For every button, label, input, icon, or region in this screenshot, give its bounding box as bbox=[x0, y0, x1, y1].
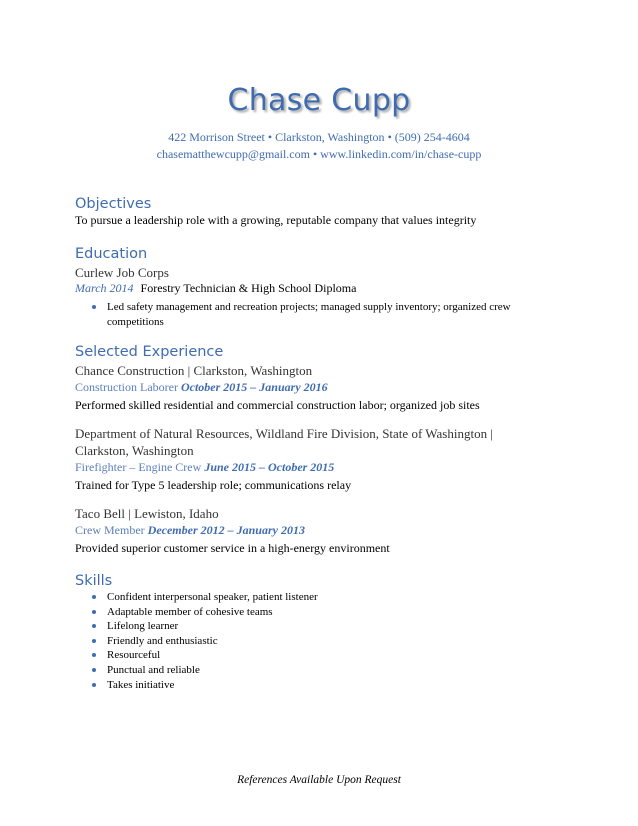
bullet-icon bbox=[92, 683, 96, 687]
job-dates: June 2015 – October 2015 bbox=[204, 460, 335, 474]
skills-list bbox=[75, 590, 565, 692]
education-date: March 2014 bbox=[75, 281, 134, 295]
linkedin-link[interactable]: www.linkedin.com/in/chase-cupp bbox=[320, 147, 482, 161]
separator-dot: • bbox=[387, 130, 392, 144]
separator-dot: • bbox=[267, 130, 273, 144]
job-role: Crew Member bbox=[75, 523, 145, 537]
job-role-line bbox=[75, 523, 575, 538]
separator-dot: • bbox=[312, 147, 318, 161]
references-footer: References Available Upon Request bbox=[237, 774, 401, 786]
bullet-icon bbox=[92, 653, 96, 657]
job-dates: October 2015 – January 2016 bbox=[180, 380, 328, 394]
job-dates: December 2012 – January 2013 bbox=[147, 523, 305, 537]
job-org: Taco Bell | Lewiston, Idaho bbox=[75, 506, 219, 521]
list-item: Takes initiative bbox=[75, 678, 565, 693]
bullet-icon bbox=[92, 639, 96, 643]
list-item: Resourceful bbox=[75, 648, 565, 663]
objectives-heading: Objectives bbox=[75, 196, 152, 212]
education-heading: Education bbox=[75, 246, 148, 262]
phone: (509) 254-4604 bbox=[394, 130, 470, 144]
city: Clarkston, Washington bbox=[275, 130, 385, 144]
email-link[interactable]: chasematthewcupp@gmail.com bbox=[156, 147, 310, 161]
bullet-icon bbox=[92, 610, 96, 614]
contact-line-1 bbox=[0, 130, 638, 145]
list-item: Punctual and reliable bbox=[75, 663, 565, 678]
list-item: Adaptable member of cohesive teams bbox=[75, 605, 565, 620]
job-role: Construction Laborer bbox=[75, 380, 178, 394]
objectives-text: To pursue a leadership role with a growing, reputable company that values integrity bbox=[75, 213, 477, 227]
list-item: Lifelong learner bbox=[75, 619, 565, 634]
bullet-icon bbox=[92, 595, 96, 599]
skills-heading: Skills bbox=[75, 573, 113, 589]
address: 422 Morrison Street bbox=[168, 130, 265, 144]
education-line bbox=[75, 281, 575, 296]
experience-heading: Selected Experience bbox=[75, 344, 224, 360]
job-role: Firefighter – Engine Crew bbox=[75, 460, 202, 474]
list-item: Friendly and enthusiastic bbox=[75, 634, 565, 649]
contact-line-2 bbox=[0, 147, 638, 162]
job-role-line bbox=[75, 380, 575, 395]
job-description: Provided superior customer service in a high-energy environment bbox=[75, 541, 390, 555]
job-org: Chance Construction | Clarkston, Washington bbox=[75, 363, 313, 378]
bullet-icon bbox=[92, 305, 96, 309]
list-item: Led safety management and recreation projects; managed supply inventory; organized crew competitions bbox=[75, 300, 565, 329]
resume-name: Chase Cupp bbox=[227, 83, 411, 118]
bullet-icon bbox=[92, 624, 96, 628]
education-bullets bbox=[75, 300, 565, 329]
job-description: Performed skilled residential and commercial construction labor; organized job sites bbox=[75, 398, 480, 412]
job-org: Department of Natural Resources, Wildland Fire Division, State of Washington | Clarkston, Washington bbox=[75, 426, 493, 458]
job-role-line bbox=[75, 460, 575, 475]
job-description: Trained for Type 5 leadership role; communications relay bbox=[75, 478, 352, 492]
education-degree: Forestry Technician & High School Diploma bbox=[140, 281, 357, 295]
list-item: Confident interpersonal speaker, patient listener bbox=[75, 590, 565, 605]
bullet-icon bbox=[92, 668, 96, 672]
school-name: Curlew Job Corps bbox=[75, 265, 169, 280]
